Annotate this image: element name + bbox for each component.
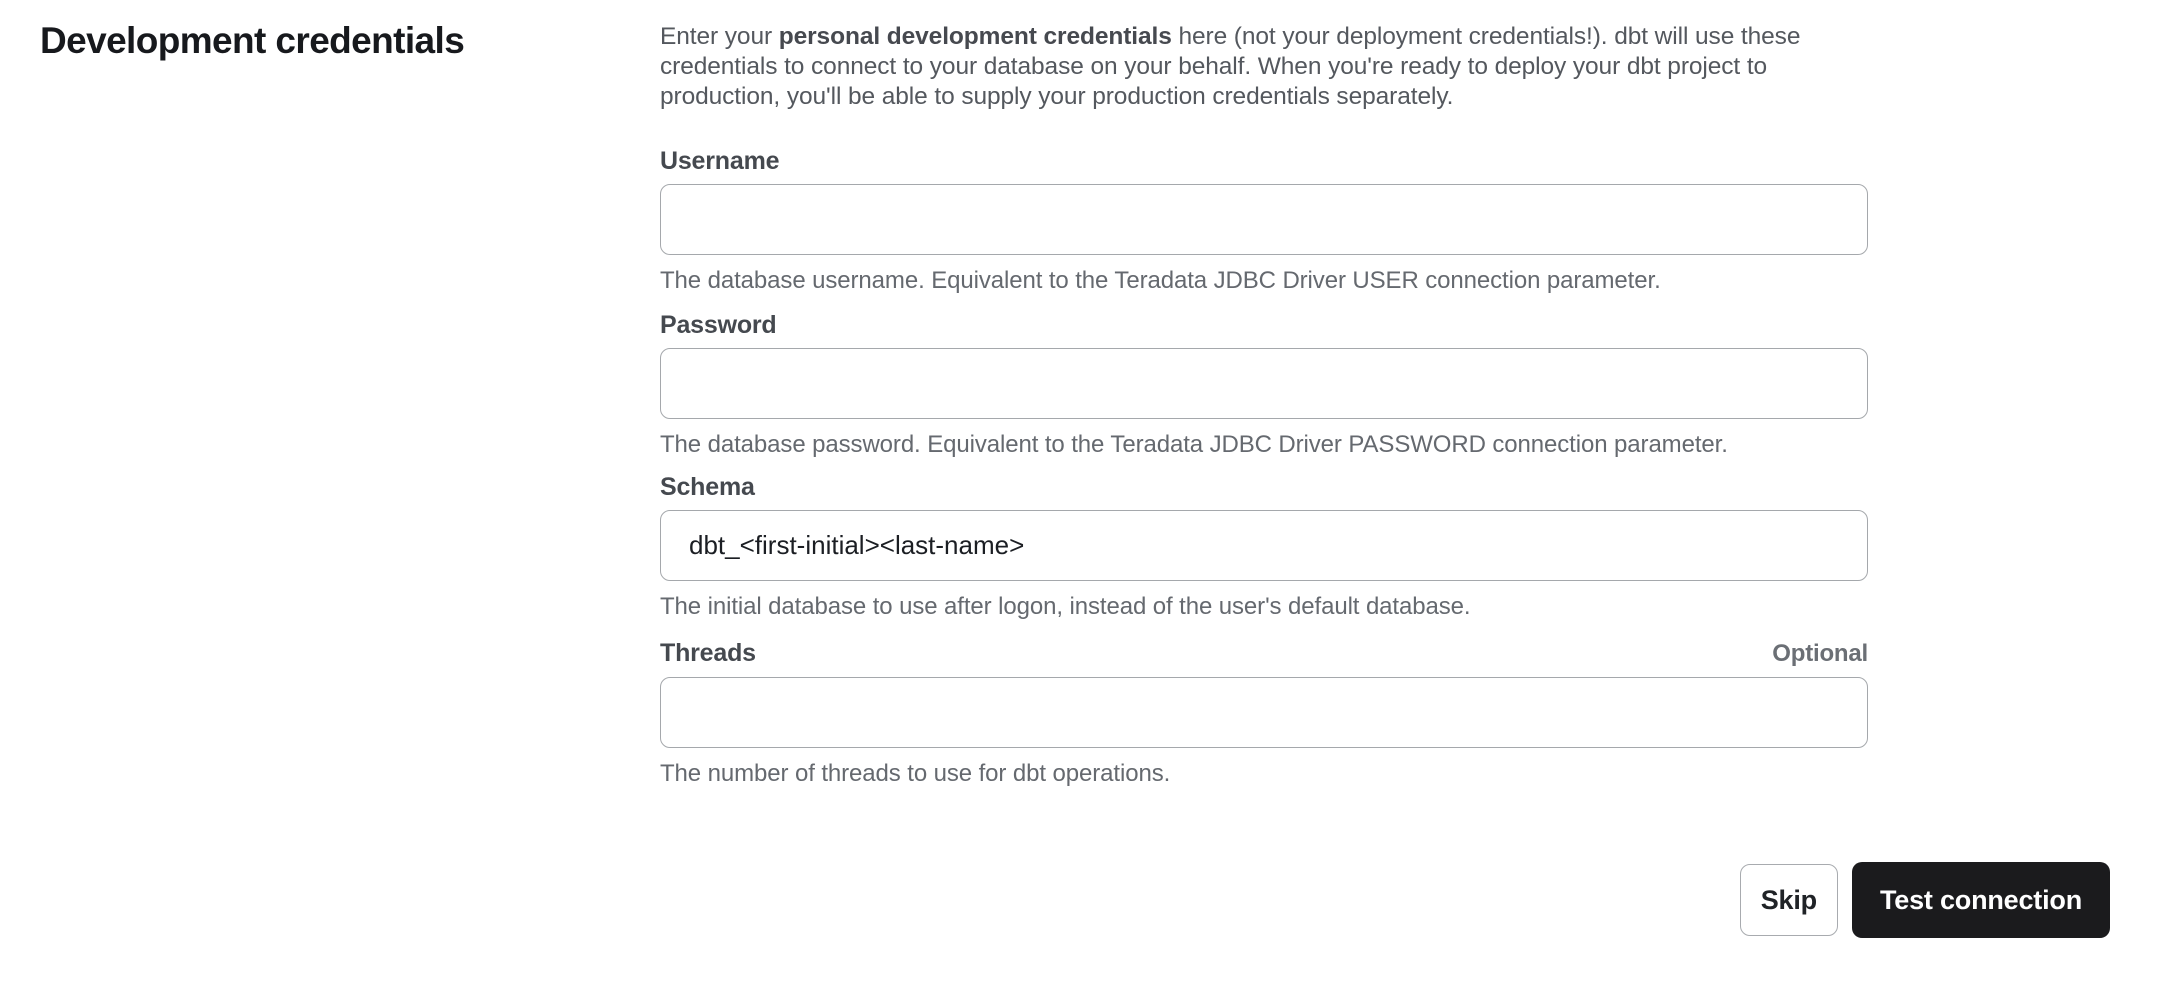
threads-helper-text: The number of threads to use for dbt operations.	[660, 760, 1171, 787]
threads-field-group	[660, 638, 1868, 788]
threads-input[interactable]	[660, 677, 1868, 748]
username-input[interactable]	[660, 184, 1868, 255]
credentials-form	[660, 22, 1868, 788]
intro-prefix: Enter your	[660, 23, 779, 50]
optional-badge: Optional	[1772, 640, 1868, 667]
username-field-group	[660, 146, 1868, 295]
password-label: Password	[660, 311, 777, 339]
schema-label: Schema	[660, 473, 755, 501]
schema-helper-text: The initial database to use after logon, instead of the user's default database.	[660, 593, 1471, 620]
username-helper-text: The database username. Equivalent to the Teradata JDBC Driver USER connection parameter.	[660, 267, 1661, 294]
test-connection-button[interactable]: Test connection	[1852, 862, 2110, 938]
page-title: Development credentials	[40, 20, 465, 61]
schema-input[interactable]	[660, 510, 1868, 581]
intro-text	[660, 22, 1868, 112]
password-helper-text: The database password. Equivalent to the Teradata JDBC Driver PASSWORD connection parameter.	[660, 431, 1728, 458]
threads-label: Threads	[660, 639, 756, 667]
intro-rest: here (not your deployment credentials!). dbt will use these credentials to connect to your database on your behalf. When you're ready to deploy your dbt project to production, you'll be able to supply your production credentials separately.	[660, 23, 1801, 110]
password-field-group	[660, 310, 1868, 459]
form-actions	[1740, 862, 2110, 938]
intro-bold-phrase: personal development credentials	[778, 23, 1172, 50]
password-input[interactable]	[660, 348, 1868, 419]
schema-field-group	[660, 472, 1868, 621]
skip-button[interactable]: Skip	[1740, 864, 1838, 936]
username-label: Username	[660, 147, 780, 175]
